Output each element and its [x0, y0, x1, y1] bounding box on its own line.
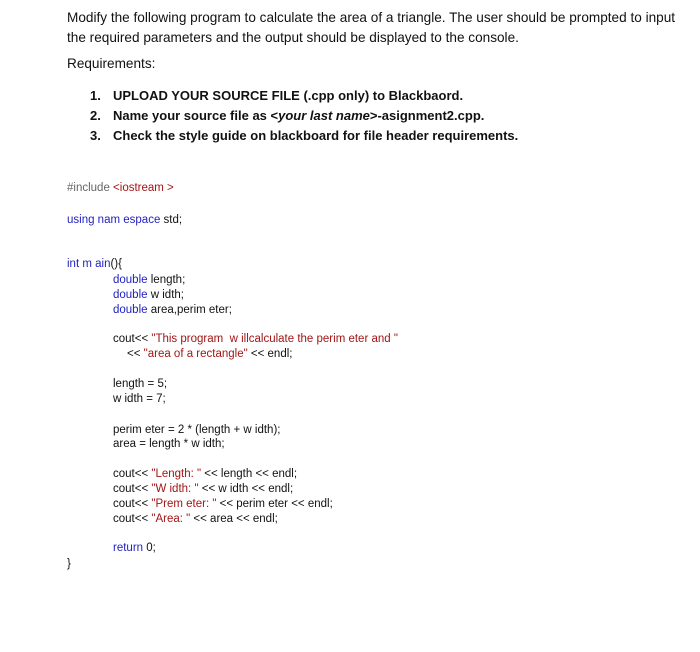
code-line-calc-area — [113, 437, 225, 452]
requirement-number: 2. — [90, 108, 101, 123]
include-header: <iostream > — [113, 182, 174, 194]
cout-op: cout<< — [113, 333, 152, 345]
code-line-out-length — [113, 467, 297, 482]
calc-perimeter: perim eter = 2 * (length + w idth); — [113, 424, 281, 436]
main-keyword: int m ain — [67, 258, 111, 270]
stream-rest: << area << endl; — [190, 513, 278, 525]
code-line-main — [67, 257, 122, 272]
code-line-assign-length — [113, 377, 167, 392]
return-value: 0; — [143, 542, 156, 554]
string-literal: "Prem eter: " — [151, 498, 217, 510]
code-line-out-width — [113, 482, 293, 497]
code-line-include — [67, 181, 174, 196]
calc-area: area = length * w idth; — [113, 438, 225, 450]
string-literal: "This program w illcalculate the perim eter and " — [151, 333, 398, 345]
requirement-number: 1. — [90, 88, 101, 103]
assign-width: w idth = 7; — [113, 393, 166, 405]
string-literal: "Length: " — [151, 468, 202, 480]
code-line-out-perimeter — [113, 497, 333, 512]
type-keyword: double — [113, 304, 148, 316]
endl: << endl; — [247, 348, 293, 360]
stream-rest: << length << endl; — [201, 468, 298, 480]
code-line-assign-width — [113, 392, 166, 407]
code-line-decl-area — [113, 303, 232, 318]
requirement-text: UPLOAD YOUR SOURCE FILE (.cpp only) to Blackbaord. — [113, 88, 464, 103]
code-line-calc-perimeter — [113, 423, 280, 438]
requirement-text-post: >-asignment2.cpp. — [369, 108, 485, 123]
cout-op: cout<< — [113, 468, 152, 480]
string-literal: "W idth: " — [151, 483, 199, 495]
code-line-close-brace — [67, 557, 71, 572]
closing-brace: } — [67, 558, 71, 570]
cout-op: cout<< — [113, 498, 152, 510]
string-literal: "Area: " — [151, 513, 191, 525]
stream-rest: << perim eter << endl; — [216, 498, 333, 510]
code-line-return — [113, 541, 156, 556]
using-keyword: using nam espace — [67, 214, 161, 226]
include-directive: #include — [67, 182, 110, 194]
type-keyword: double — [113, 274, 148, 286]
stream-rest: << w idth << endl; — [198, 483, 294, 495]
code-line-cout-1 — [113, 332, 398, 347]
requirement-number: 3. — [90, 128, 101, 143]
type-keyword: double — [113, 289, 148, 301]
main-rest: (){ — [110, 258, 122, 270]
assign-length: length = 5; — [113, 378, 168, 390]
string-literal: "area of a rectangle" — [143, 348, 248, 360]
requirement-text-pre: Name your source file as < — [113, 108, 279, 123]
using-rest: std; — [160, 214, 183, 226]
decl-length: length; — [147, 274, 186, 286]
requirement-text: Check the style guide on blackboard for file header requirements. — [113, 128, 519, 143]
requirement-text-emphasis: your last name — [278, 108, 370, 123]
decl-area: area,perim eter; — [147, 304, 232, 316]
decl-width: w idth; — [147, 289, 184, 301]
return-keyword: return — [113, 542, 144, 554]
intro-paragraph: Modify the following program to calculate the area of a triangle. The user should be prompted to input the required parameters and the output should be displayed to the console. — [67, 10, 676, 45]
code-line-out-area — [113, 512, 278, 527]
requirements-title: Requirements: — [67, 56, 156, 71]
code-line-cout-2 — [127, 347, 292, 362]
code-line-decl-width — [113, 288, 184, 303]
stream-op: << — [127, 348, 144, 360]
code-line-using — [67, 213, 182, 228]
cout-op: cout<< — [113, 483, 152, 495]
cout-op: cout<< — [113, 513, 152, 525]
code-line-decl-length — [113, 273, 185, 288]
